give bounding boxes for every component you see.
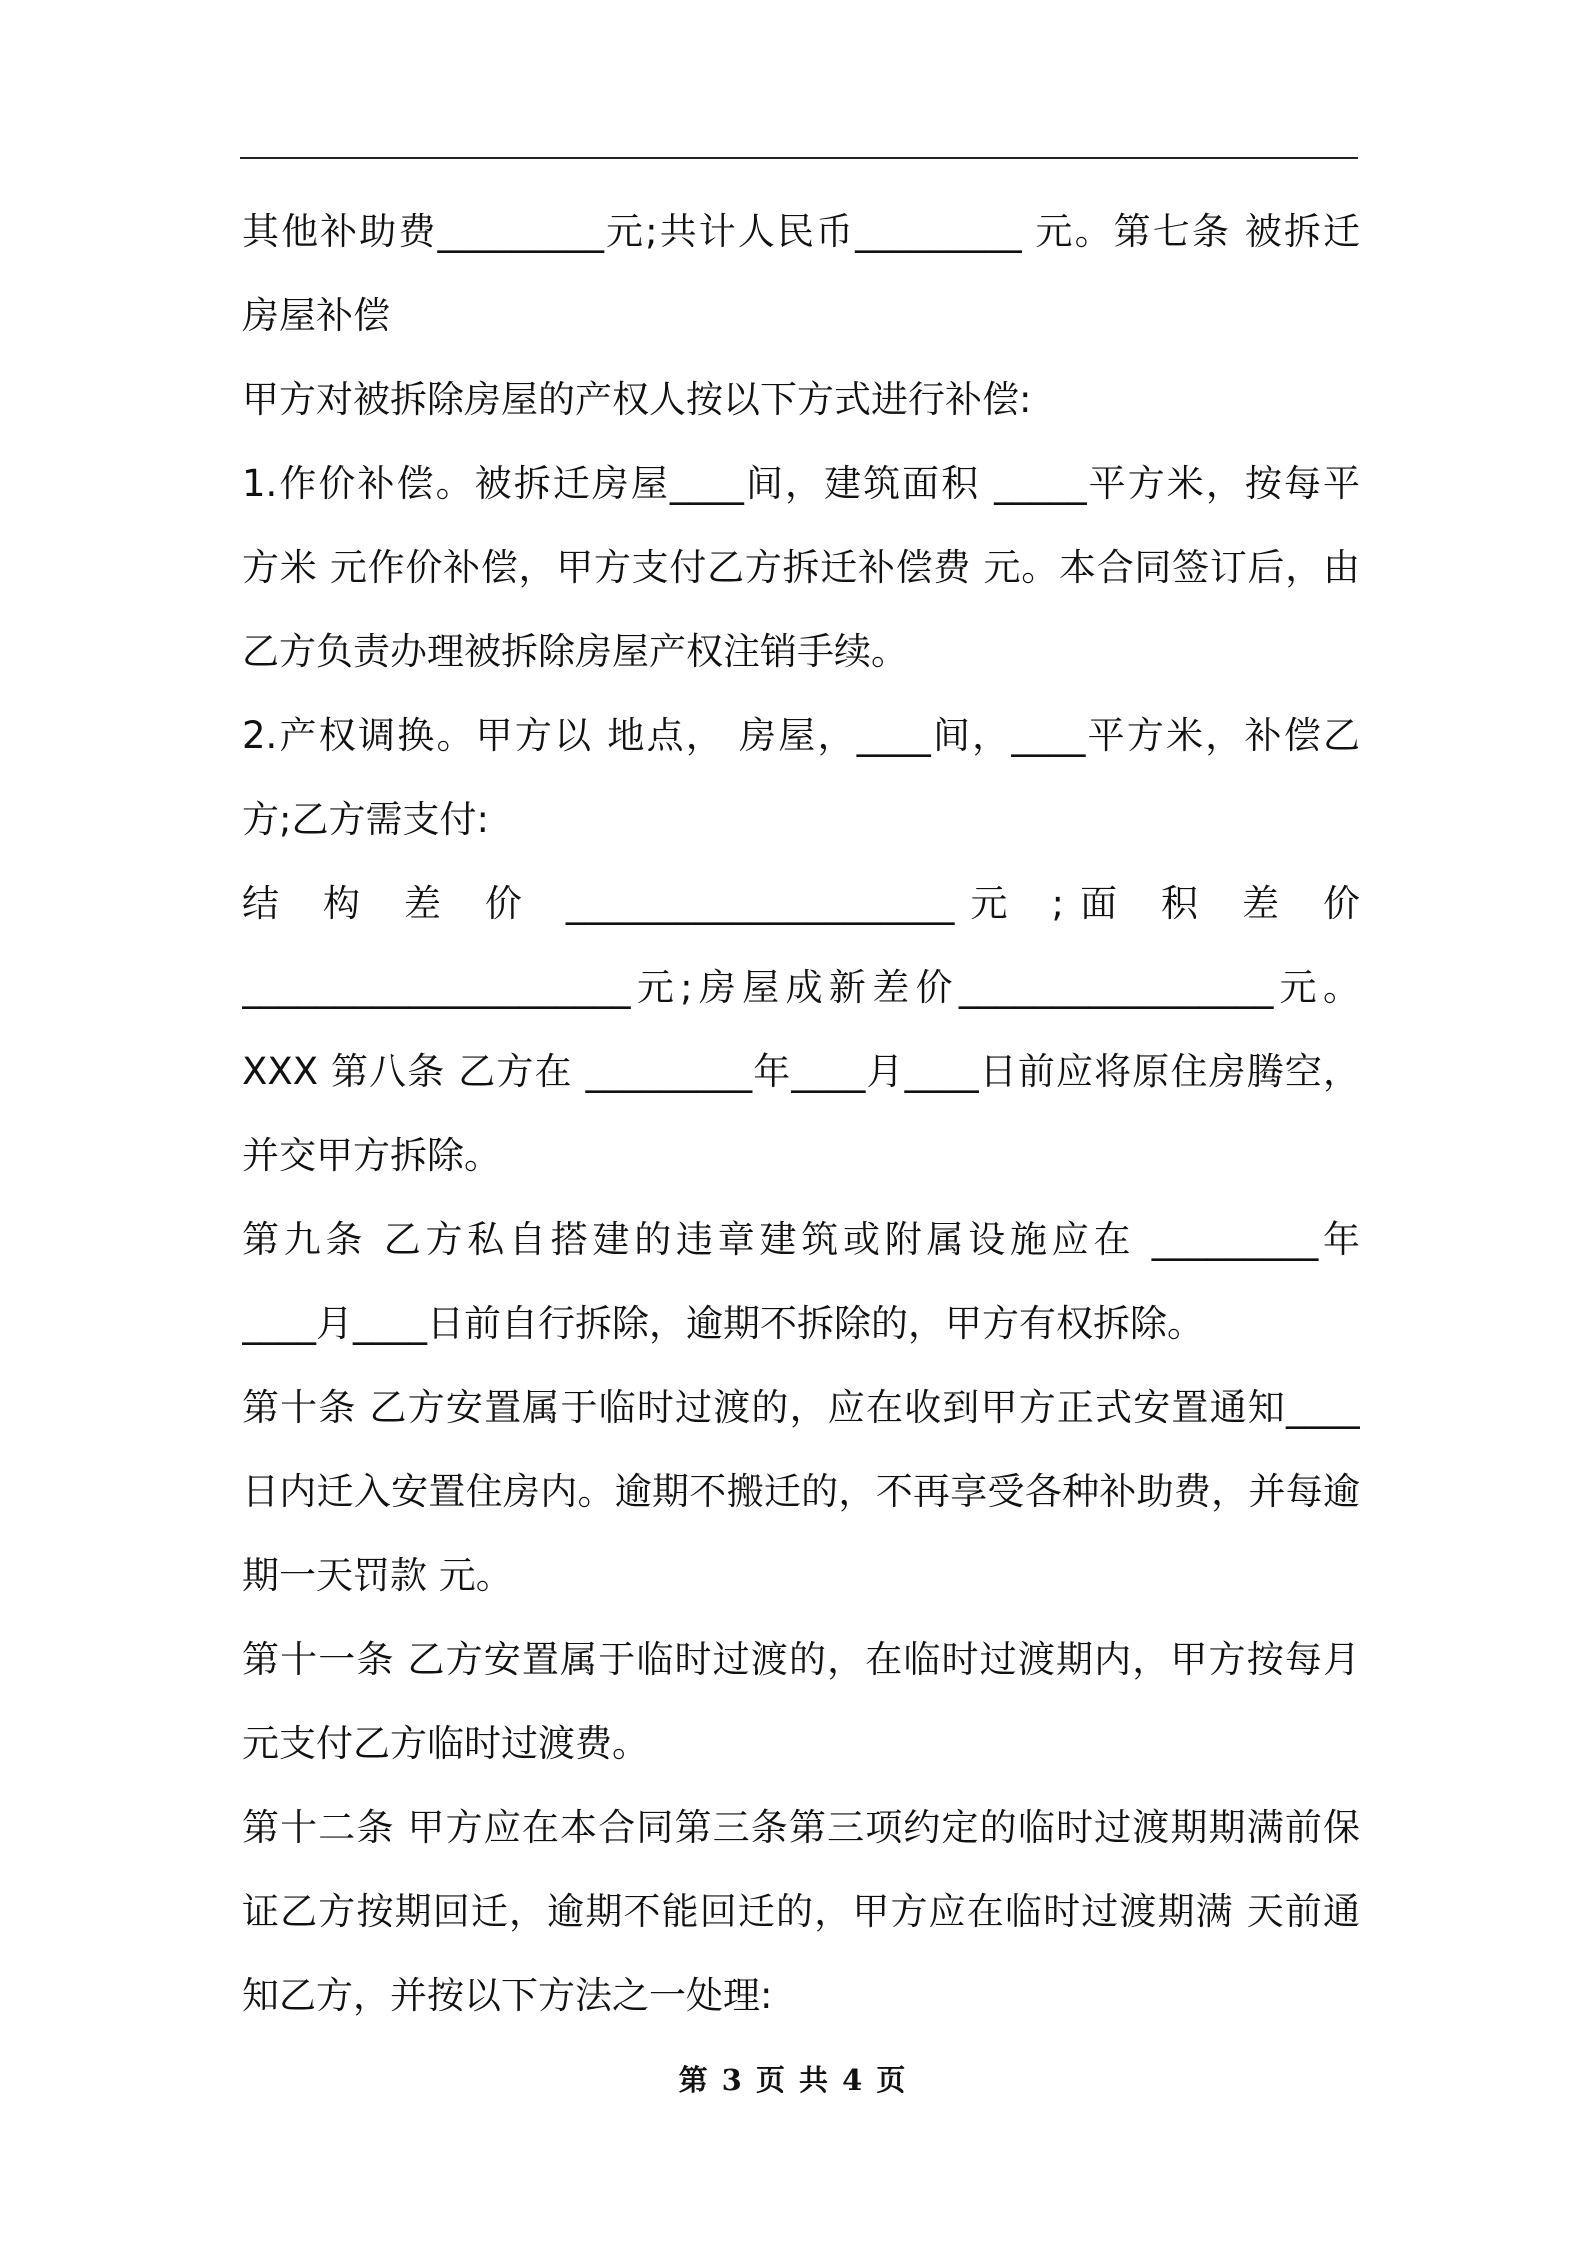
text-line: 方米 元作价补偿，甲方支付乙方拆迁补偿费 元。本合同签订后，由 bbox=[242, 546, 1360, 589]
text-line: XXX 第八条 乙方在 _________年____月____日前应将原住房腾空， bbox=[242, 1050, 1360, 1093]
text-line: 2.产权调换。甲方以 地点， 房屋，____间，____平方米，补偿乙 bbox=[242, 714, 1360, 757]
text-line: 第十一条 乙方安置属于临时过渡的，在临时过渡期内，甲方按每月 bbox=[242, 1638, 1360, 1681]
text-line: 知乙方，并按以下方法之一处理: bbox=[242, 1974, 773, 2017]
text-line: 元支付乙方临时过渡费。 bbox=[242, 1722, 649, 1765]
text-line: 第十二条 甲方应在本合同第三条第三项约定的临时过渡期期满前保 bbox=[242, 1806, 1360, 1849]
text-line: 结 构 差 价 _____________________元 ;面 积 差 价 bbox=[242, 882, 1360, 925]
text-line: 乙方负责办理被拆除房屋产权注销手续。 bbox=[242, 630, 908, 673]
text-line: 房屋补偿 bbox=[242, 294, 390, 337]
text-line: 第十条 乙方安置属于临时过渡的，应在收到甲方正式安置通知____ bbox=[242, 1386, 1360, 1429]
text-line: 其他补助费_________元;共计人民币_________ 元。第七条 被拆迁 bbox=[242, 210, 1360, 253]
text-line: 方;乙方需支付: bbox=[242, 798, 489, 841]
text-line: 1.作价补偿。被拆迁房屋____间，建筑面积 _____平方米，按每平 bbox=[242, 462, 1360, 505]
text-line: 第九条 乙方私自搭建的违章建筑或附属设施应在 _________年 bbox=[242, 1218, 1360, 1261]
header-divider bbox=[240, 157, 1358, 159]
text-line: _____________________元;房屋成新差价_________________元。 bbox=[242, 966, 1360, 1009]
text-line: ____月____日前自行拆除，逾期不拆除的，甲方有权拆除。 bbox=[242, 1302, 1204, 1345]
text-line: 证乙方按期回迁，逾期不能回迁的，甲方应在临时过渡期满 天前通 bbox=[242, 1890, 1360, 1933]
contract-body bbox=[242, 190, 1360, 2038]
page-number: 第 3 页 共 4 页 bbox=[678, 2063, 908, 2097]
text-line: 并交甲方拆除。 bbox=[242, 1134, 501, 1177]
text-line: 日内迁入安置住房内。逾期不搬迁的，不再享受各种补助费，并每逾 bbox=[242, 1470, 1360, 1513]
text-line: 期一天罚款 元。 bbox=[242, 1554, 513, 1597]
text-line: 甲方对被拆除房屋的产权人按以下方式进行补偿: bbox=[242, 378, 1032, 421]
